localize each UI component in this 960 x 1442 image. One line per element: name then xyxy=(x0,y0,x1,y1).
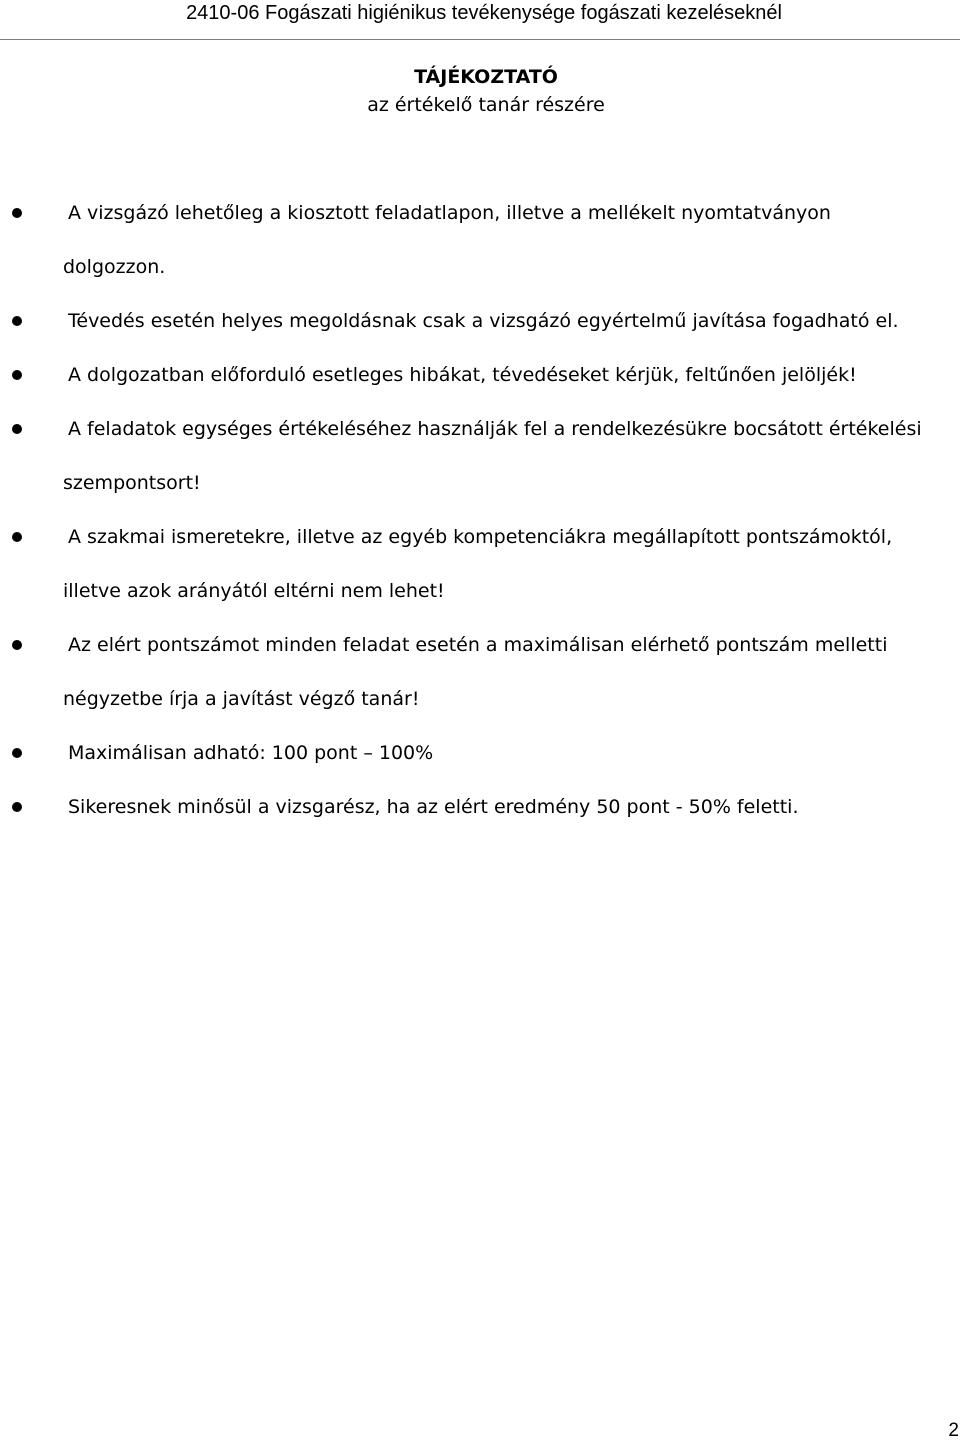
list-item-text: A szakmai ismeretekre, illetve az egyéb kompetenciákra megállapított pontszámoktól, xyxy=(68,526,893,548)
list-item xyxy=(0,308,960,362)
bullet-icon xyxy=(12,532,22,542)
list-item-text: A vizsgázó lehetőleg a kiosztott feladatlapon, illetve a mellékelt nyomtatványon xyxy=(68,202,831,224)
list-item-text: A feladatok egységes értékeléséhez használják fel a rendelkezésükre bocsátott értékelési xyxy=(68,418,922,440)
bullet-icon xyxy=(12,316,22,326)
list-item xyxy=(0,416,960,524)
document-subtitle: az értékelő tanár részére xyxy=(367,94,605,116)
bullet-icon xyxy=(12,424,22,434)
document-title: TÁJÉKOZTATÓ xyxy=(414,66,558,88)
header-title: 2410-06 Fogászati higiénikus tevékenysége fogászati kezeléseknél xyxy=(186,2,782,24)
instruction-list xyxy=(0,200,960,848)
list-item xyxy=(0,740,960,794)
list-item xyxy=(0,524,960,632)
list-item xyxy=(0,200,960,308)
list-item xyxy=(0,362,960,416)
bullet-icon xyxy=(12,640,22,650)
list-item-text: Az elért pontszámot minden feladat esetén a maximálisan elérhető pontszám melletti xyxy=(68,634,888,656)
bullet-icon xyxy=(12,208,22,218)
bullet-icon xyxy=(12,748,22,758)
list-item xyxy=(0,632,960,740)
list-item-text: Tévedés esetén helyes megoldásnak csak a vizsgázó egyértelmű javítása fogadható el. xyxy=(68,310,899,332)
page-header xyxy=(0,0,960,40)
list-item-text: Sikeresnek minősül a vizsgarész, ha az elért eredmény 50 pont - 50% feletti. xyxy=(68,796,799,818)
list-item-text: Maximálisan adható: 100 pont – 100% xyxy=(68,742,434,764)
list-item-text-continued: dolgozzon. xyxy=(63,256,166,278)
bullet-icon xyxy=(12,802,22,812)
list-item-text-continued: illetve azok arányától eltérni nem lehet! xyxy=(63,580,445,602)
list-item-text: A dolgozatban előforduló esetleges hibákat, tévedéseket kérjük, feltűnően jelöljék! xyxy=(68,364,857,386)
list-item-text-continued: szempontsort! xyxy=(63,472,201,494)
page-number: 2 xyxy=(948,1420,959,1441)
list-item xyxy=(0,794,960,848)
list-item-text-continued: négyzetbe írja a javítást végző tanár! xyxy=(63,688,420,710)
bullet-icon xyxy=(12,370,22,380)
